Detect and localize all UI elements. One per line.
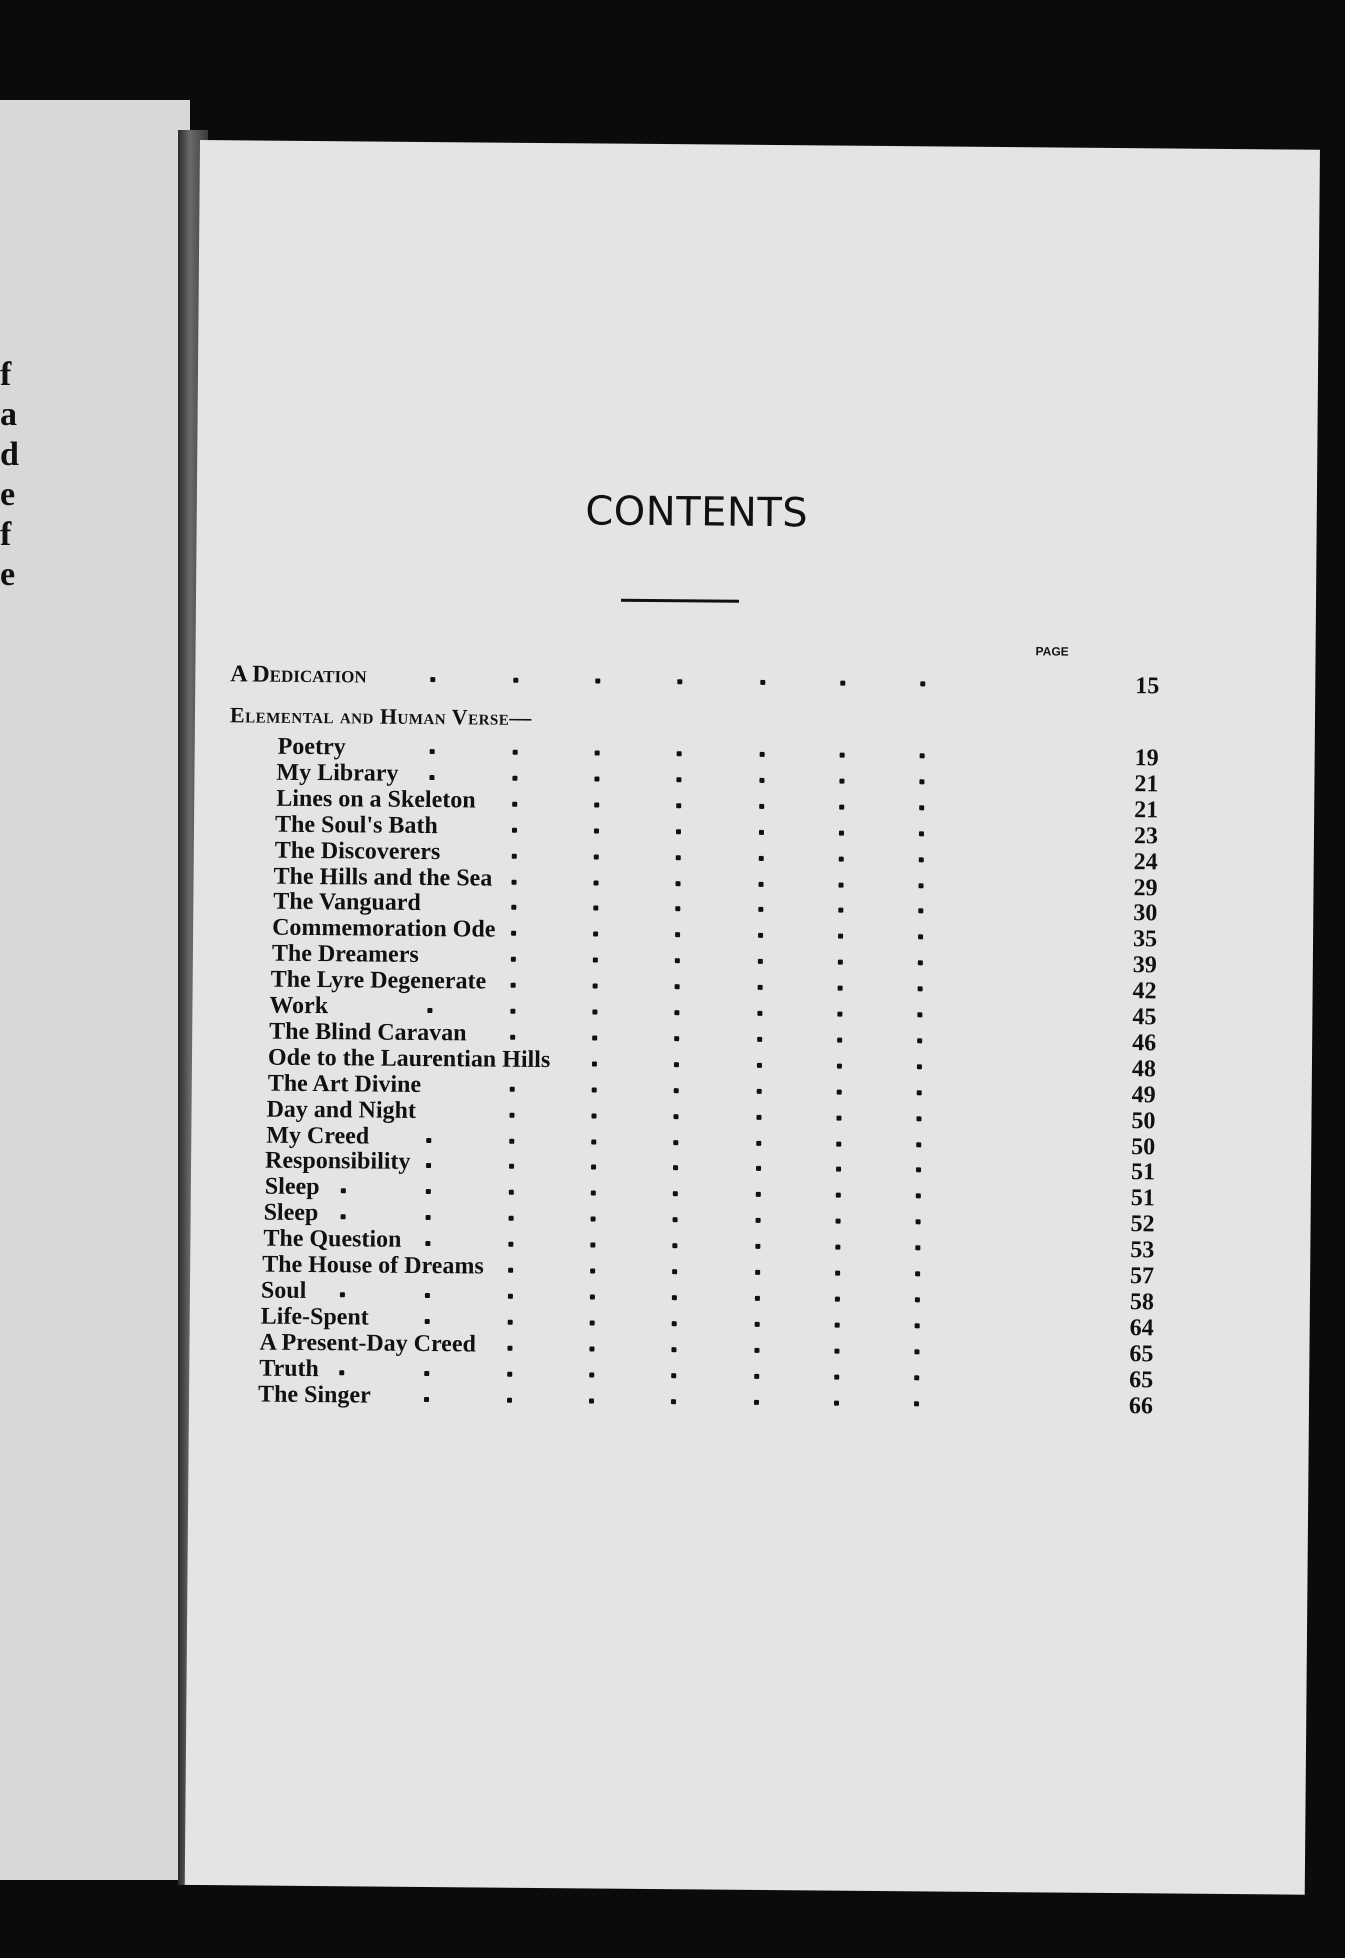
toc-entry-page: 50 (1131, 1133, 1156, 1160)
toc-entry-label: The House of Dreams (262, 1251, 484, 1280)
leader-dot (508, 1294, 513, 1299)
leader-dot (507, 1371, 512, 1376)
leader-dot (918, 960, 923, 965)
leader-dot (759, 778, 764, 783)
toc-entry-label: Sleep (264, 1173, 320, 1201)
toc-entry-page: 21 (1134, 796, 1159, 824)
toc-entry-page: 24 (1133, 848, 1158, 875)
leader-dot (919, 805, 924, 810)
leader-dot (920, 753, 925, 758)
leader-dot (839, 778, 844, 783)
leader-dot (595, 678, 600, 683)
leader-dot (757, 1063, 762, 1068)
leader-dot (590, 1268, 595, 1273)
leader-dot (760, 680, 765, 685)
leader-dot (838, 908, 843, 913)
leader-dot (675, 932, 680, 937)
toc-entry-label: Lines on a Skeleton (276, 785, 476, 814)
leader-dot (424, 1371, 429, 1376)
leader-dot (594, 828, 599, 833)
leader-dot (509, 1190, 514, 1195)
leader-dot (835, 1296, 840, 1301)
leader-dot (676, 855, 681, 860)
leader-dot (756, 1218, 761, 1223)
leader-dot (593, 958, 598, 963)
leader-dot (674, 1036, 679, 1041)
leader-dot (425, 1319, 430, 1324)
leader-dot (507, 1397, 512, 1402)
leader-dot (673, 1166, 678, 1171)
leader-dot (915, 1297, 920, 1302)
toc-entry-dedication (195, 661, 1195, 700)
leader-dot (757, 1011, 762, 1016)
leader-dot (671, 1373, 676, 1378)
leader-dot (510, 1035, 515, 1040)
left-fragment-line: a (0, 396, 17, 433)
leader-dot (914, 1401, 919, 1406)
leader-dot (672, 1269, 677, 1274)
leader-dot (676, 777, 681, 782)
leader-dot (673, 1140, 678, 1145)
leader-dot (511, 931, 516, 936)
leader-dot (759, 855, 764, 860)
leader-dot (917, 1064, 922, 1069)
leader-dot (675, 907, 680, 912)
leader-dot (589, 1346, 594, 1351)
leader-dot (755, 1270, 760, 1275)
leader-dot (675, 958, 680, 963)
toc-entry-label: Work (269, 992, 329, 1020)
leader-dot (917, 1012, 922, 1017)
leader-dot (508, 1320, 513, 1325)
leader-dot (758, 985, 763, 990)
leader-dot (591, 1139, 596, 1144)
leader-dot (759, 830, 764, 835)
leader-dot (919, 883, 924, 888)
toc-entry-label: The Soul's Bath (274, 811, 438, 839)
leader-dot (757, 1037, 762, 1042)
leader-dot (677, 679, 682, 684)
leader-dot (674, 1062, 679, 1067)
toc-entry-page: 21 (1134, 771, 1159, 798)
toc-entry-page: 45 (1132, 1004, 1157, 1031)
leader-dot (839, 830, 844, 835)
leader-dot (756, 1166, 761, 1171)
left-page-text-fragment (0, 355, 19, 595)
toc-entry-label: Poetry (277, 733, 346, 761)
leader-dot (837, 1037, 842, 1042)
toc-entry-label: The Lyre Degenerate (270, 966, 487, 995)
leader-dot (425, 1293, 430, 1298)
leader-dot (341, 1189, 346, 1194)
leader-dot (674, 1010, 679, 1015)
leader-dot (839, 804, 844, 809)
toc-entry-page: 51 (1130, 1159, 1156, 1186)
toc-entry-label: The Art Divine (267, 1070, 422, 1098)
toc-entry-label: Day and Night (266, 1096, 417, 1124)
left-fragment-line: f (0, 516, 12, 553)
page-column-header: PAGE (1035, 644, 1069, 659)
toc-entry-label: My Library (276, 759, 399, 787)
toc-entry-label: Commemoration Ode (272, 914, 496, 943)
leader-dot (835, 1245, 840, 1250)
leader-dot (916, 1219, 921, 1224)
leader-dot (675, 984, 680, 989)
leader-dot (918, 935, 923, 940)
leader-dot (513, 750, 518, 755)
leader-dot (756, 1140, 761, 1145)
leader-dot (839, 856, 844, 861)
leader-dot (594, 802, 599, 807)
leader-dot (341, 1214, 346, 1219)
leader-dot (594, 880, 599, 885)
leader-dot (509, 1216, 514, 1221)
left-page (0, 100, 190, 1880)
toc-entry-page: 19 (1134, 745, 1159, 772)
toc-entry-page: 64 (1129, 1314, 1154, 1342)
leader-dot (916, 1168, 921, 1173)
toc-entry-page: 52 (1130, 1211, 1155, 1238)
leader-dot (835, 1271, 840, 1276)
leader-dot (835, 1322, 840, 1327)
leader-dot (591, 1191, 596, 1196)
leader-dot (430, 749, 435, 754)
leader-dot (837, 1089, 842, 1094)
leader-dot (919, 779, 924, 784)
leader-dot (760, 752, 765, 757)
left-fragment-line: e (0, 556, 16, 593)
toc-entry-page: 29 (1133, 874, 1158, 901)
toc-entry-label: Sleep (263, 1199, 319, 1227)
leader-dot (757, 1089, 762, 1094)
leader-dot (756, 1114, 761, 1119)
leader-dot (593, 932, 598, 937)
leader-dot (839, 882, 844, 887)
leader-dot (914, 1349, 919, 1354)
leader-dot (917, 1038, 922, 1043)
leader-dot (340, 1292, 345, 1297)
leader-dot (754, 1373, 759, 1378)
leader-dot (508, 1268, 513, 1273)
leader-dot (834, 1374, 839, 1379)
leader-dot (836, 1167, 841, 1172)
leader-dot (674, 1088, 679, 1093)
leader-dot (914, 1375, 919, 1380)
leader-dot (512, 802, 517, 807)
leader-dot (840, 753, 845, 758)
leader-dot (512, 853, 517, 858)
leader-dot (920, 681, 925, 686)
leader-dot (590, 1294, 595, 1299)
leader-dot (512, 827, 517, 832)
leader-dot (511, 957, 516, 962)
leader-dot (673, 1191, 678, 1196)
leader-dot (672, 1295, 677, 1300)
toc-entry-page: 23 (1133, 822, 1159, 850)
toc-entry-label: The Discoverers (274, 837, 441, 865)
toc-entry-page: 66 (1128, 1392, 1154, 1419)
leader-dot (590, 1320, 595, 1325)
leader-dot (673, 1114, 678, 1119)
leader-dot (513, 678, 518, 683)
toc-entry-page: 57 (1130, 1263, 1155, 1290)
page-title: CONTENTS (585, 488, 809, 537)
leader-dot (512, 776, 517, 781)
leader-dot (509, 1138, 514, 1143)
toc-entry-label: The Singer (257, 1381, 371, 1409)
toc-entry-page: 50 (1131, 1107, 1156, 1134)
leader-dot (837, 1063, 842, 1068)
leader-dot (758, 959, 763, 964)
leader-dot (836, 1193, 841, 1198)
leader-dot (592, 1087, 597, 1092)
toc-entry-label: A Present-Day Creed (259, 1329, 477, 1358)
leader-dot (591, 1165, 596, 1170)
leader-dot (512, 879, 517, 884)
leader-dot (916, 1142, 921, 1147)
leader-dot (759, 804, 764, 809)
leader-dot (755, 1322, 760, 1327)
toc-entry-label: The Question (263, 1225, 402, 1253)
leader-dot (511, 983, 516, 988)
leader-dot (918, 909, 923, 914)
toc-entry-page: 58 (1129, 1289, 1155, 1316)
left-fragment-line: d (0, 436, 19, 473)
leader-dot (510, 1086, 515, 1091)
leader-dot (595, 750, 600, 755)
leader-dot (673, 1217, 678, 1222)
leader-dot (507, 1345, 512, 1350)
leader-dot (755, 1296, 760, 1301)
leader-dot (919, 857, 924, 862)
leader-dot (834, 1348, 839, 1353)
leader-dot (672, 1321, 677, 1326)
leader-dot (592, 1061, 597, 1066)
leader-dot (589, 1372, 594, 1377)
toc-entry-page: 53 (1130, 1237, 1155, 1264)
leader-dot (510, 1009, 515, 1014)
leader-dot (672, 1243, 677, 1248)
leader-dot (592, 1035, 597, 1040)
leader-dot (758, 907, 763, 912)
leader-dot (429, 775, 434, 780)
leader-dot (837, 1012, 842, 1017)
toc-entry-label: The Vanguard (273, 889, 421, 917)
leader-dot (676, 829, 681, 834)
leader-dot (425, 1241, 430, 1246)
leader-dot (916, 1116, 921, 1121)
toc-entry-label: The Hills and the Sea (273, 863, 493, 892)
leader-dot (838, 986, 843, 991)
toc-entry-label: My Creed (266, 1122, 370, 1150)
leader-dot (676, 881, 681, 886)
leader-dot (918, 986, 923, 991)
leader-dot (836, 1115, 841, 1120)
contents-page (185, 140, 1320, 1895)
leader-dot (671, 1347, 676, 1352)
toc-entry-page: 49 (1131, 1081, 1156, 1109)
leader-dot (426, 1215, 431, 1220)
leader-dot (426, 1189, 431, 1194)
leader-dot (339, 1370, 344, 1375)
leader-dot (593, 906, 598, 911)
leader-dot (589, 1398, 594, 1403)
leader-dot (424, 1397, 429, 1402)
toc-entry-label: Responsibility (264, 1147, 411, 1176)
leader-dot (915, 1271, 920, 1276)
left-fragment-line: f (0, 356, 12, 393)
toc-entry-label: Ode to the Laurentian Hills (267, 1044, 551, 1073)
toc-entry-page: 39 (1132, 952, 1157, 979)
leader-dot (758, 933, 763, 938)
leader-dot (509, 1164, 514, 1169)
leader-dot (591, 1217, 596, 1222)
leader-dot (836, 1141, 841, 1146)
toc-entry-label: Life-Spent (260, 1303, 369, 1331)
leader-dot (508, 1242, 513, 1247)
leader-dot (509, 1112, 514, 1117)
leader-dot (426, 1163, 431, 1168)
leader-dot (591, 1113, 596, 1118)
toc-entry-page: 48 (1131, 1055, 1157, 1083)
toc-entry-page: 51 (1130, 1185, 1155, 1212)
leader-dot (836, 1219, 841, 1224)
leader-dot (834, 1400, 839, 1405)
leader-dot (430, 677, 435, 682)
leader-dot (511, 905, 516, 910)
toc-entry-label: Truth (259, 1355, 319, 1382)
leader-dot (840, 681, 845, 686)
leader-dot (594, 854, 599, 859)
section-heading: Elemental and Human Verse— (229, 702, 532, 730)
leader-dot (671, 1399, 676, 1404)
leader-dot (915, 1245, 920, 1250)
leader-dot (916, 1194, 921, 1199)
leader-dot (919, 831, 924, 836)
toc-entry-page: 46 (1132, 1030, 1157, 1057)
leader-dot (759, 881, 764, 886)
leader-dot (426, 1138, 431, 1143)
title-rule (621, 599, 739, 603)
leader-dot (838, 934, 843, 939)
toc-entry-page: 30 (1133, 900, 1158, 927)
toc-entry-page: 65 (1129, 1366, 1154, 1393)
leader-dot (590, 1243, 595, 1248)
toc-entry-page: 65 (1129, 1340, 1154, 1368)
leader-dot (756, 1192, 761, 1197)
leader-dot (677, 751, 682, 756)
leader-dot (594, 776, 599, 781)
toc-entry-label: The Blind Caravan (269, 1018, 467, 1047)
leader-dot (593, 984, 598, 989)
toc-entry-label: Soul (260, 1277, 307, 1304)
leader-dot (754, 1348, 759, 1353)
left-fragment-line: e (0, 476, 16, 513)
toc-entry-label: A Dedication (230, 661, 367, 689)
leader-dot (838, 960, 843, 965)
leader-dot (917, 1090, 922, 1095)
leader-dot (427, 1008, 432, 1013)
leader-dot (915, 1323, 920, 1328)
toc-entry-page: 35 (1132, 926, 1158, 953)
toc-entry-page: 15 (1135, 673, 1160, 700)
leader-dot (754, 1399, 759, 1404)
toc-entry-label: The Dreamers (271, 940, 419, 969)
toc-entry-page: 42 (1132, 978, 1157, 1005)
leader-dot (755, 1244, 760, 1249)
leader-dot (592, 1009, 597, 1014)
leader-dot (676, 803, 681, 808)
